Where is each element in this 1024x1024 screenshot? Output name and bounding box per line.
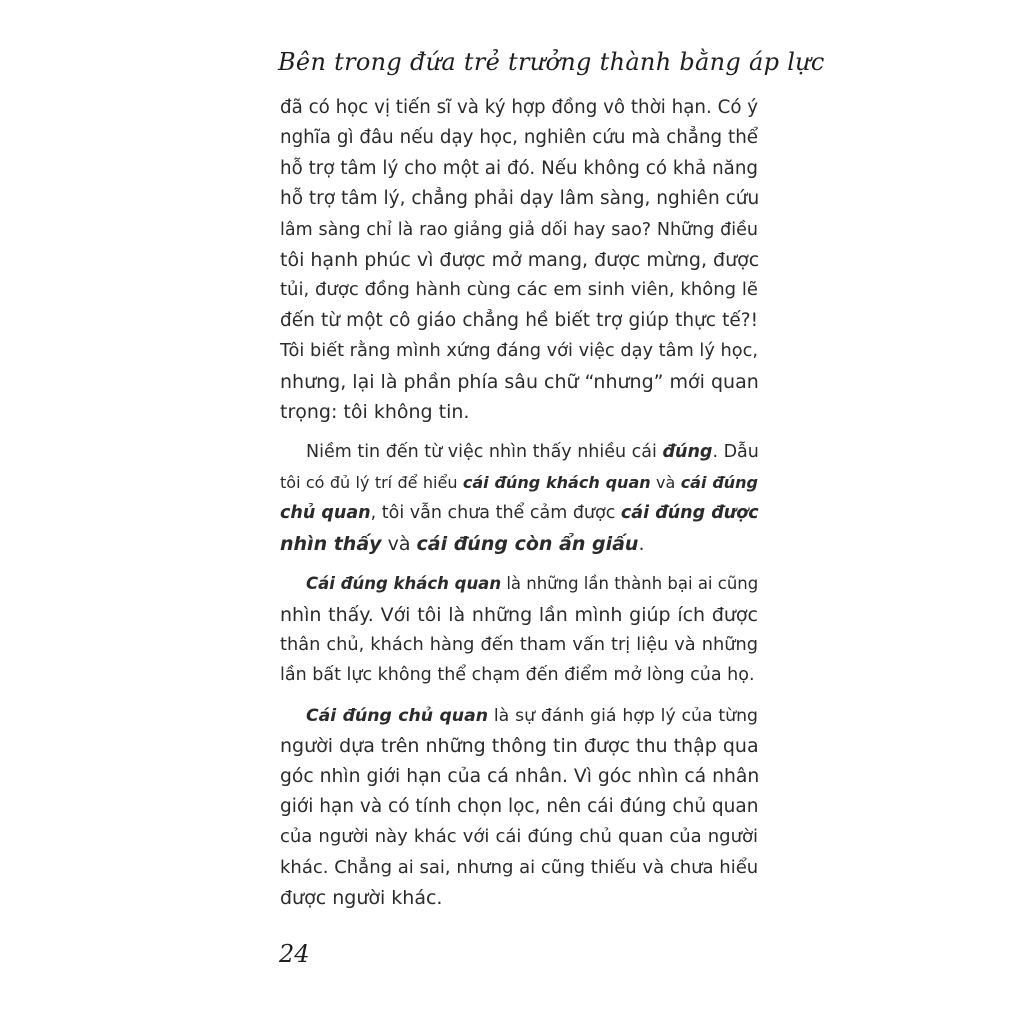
text-line xyxy=(280,569,758,599)
emphasis-term: Cái đúng khách quan xyxy=(306,574,502,594)
text-line: nhưng, lại là phần phía sâu chữ “nhưng” mới quan xyxy=(280,370,759,393)
text-line: của người này khác với cái đúng chủ quan của người xyxy=(280,826,758,848)
text-run: và xyxy=(650,472,681,492)
text-run: là những lần thành bại ai cũng xyxy=(501,574,759,594)
text-line: nghĩa gì đâu nếu dạy học, nghiên cứu mà chẳng thể xyxy=(280,127,758,149)
emphasis-term: cái đúng xyxy=(680,472,759,492)
emphasis-term: cái đúng được xyxy=(620,503,759,524)
text-line: nhìn thấy. Với tôi là những lần mình giúp ích được xyxy=(280,603,758,626)
text-line: thân chủ, khách hàng đến tham vấn trị liệu và những xyxy=(280,634,758,655)
text-run: và xyxy=(381,532,417,555)
text-line: đến từ một cô giáo chẳng hề biết trợ giúp thực tế?! xyxy=(280,309,758,331)
text-run: Niềm tin đến từ việc nhìn thấy nhiều cái xyxy=(306,442,663,463)
page-number: 24 xyxy=(279,940,310,968)
text-run: là sự đánh giá hợp lý của từng xyxy=(488,705,758,726)
body-text xyxy=(280,93,758,924)
emphasis-term: đúng xyxy=(662,442,713,463)
text-line: lâm sàng chỉ là rao giảng giả dối hay sao? Những điều xyxy=(280,219,758,240)
emphasis-term: Cái đúng chủ quan xyxy=(306,705,488,726)
emphasis-term: cái đúng khách quan xyxy=(462,472,651,492)
text-line: Tôi biết rằng mình xứng đáng với việc dạy tâm lý học, xyxy=(280,341,758,362)
emphasis-term: cái đúng còn ẩn giấu xyxy=(416,532,639,555)
text-line: khác. Chẳng ai sai, nhưng ai cũng thiếu và chưa hiểu xyxy=(280,856,759,878)
text-line: người dựa trên những thông tin được thu thập qua xyxy=(280,735,759,758)
text-line xyxy=(280,468,758,498)
text-line xyxy=(280,437,758,467)
text-line: lần bất lực không thể chạm đến điểm mở lòng của họ. xyxy=(280,665,755,686)
paragraph-1 xyxy=(280,93,758,427)
text-line xyxy=(280,529,758,559)
text-line xyxy=(280,498,758,528)
emphasis-term: nhìn thấy xyxy=(280,532,382,555)
text-line: đã có học vị tiến sĩ và ký hợp đồng vô thời hạn. Có ý xyxy=(280,97,759,118)
text-line: được người khác. xyxy=(280,887,443,910)
text-line: góc nhìn giới hạn của cá nhân. Vì góc nhìn cá nhân xyxy=(280,765,760,787)
text-line: tôi hạnh phúc vì được mở mang, được mừng, được xyxy=(280,249,760,272)
text-run: . xyxy=(638,532,645,555)
emphasis-term: chủ quan xyxy=(280,503,371,524)
text-line: giới hạn và có tính chọn lọc, nên cái đúng chủ quan xyxy=(280,795,759,817)
text-line: trọng: tôi không tin. xyxy=(280,401,470,424)
paragraph-2 xyxy=(280,437,758,559)
text-line: hỗ trợ tâm lý cho một ai đó. Nếu không có khả năng xyxy=(280,157,758,179)
paragraph-3 xyxy=(280,569,758,691)
text-line: hỗ trợ tâm lý, chẳng phải dạy lâm sàng, nghiên cứu xyxy=(280,188,760,210)
text-run: , tôi vẫn chưa thể cảm được xyxy=(370,503,621,524)
paragraph-4 xyxy=(280,701,758,914)
text-run: tôi có đủ lý trí để hiểu xyxy=(280,472,463,492)
text-line xyxy=(280,701,758,731)
text-run: . Dẫu xyxy=(712,442,759,463)
running-head: Bên trong đứa trẻ trưởng thành bằng áp lực xyxy=(278,48,825,76)
text-line: tủi, được đồng hành cùng các em sinh viên, không lẽ xyxy=(280,279,758,301)
